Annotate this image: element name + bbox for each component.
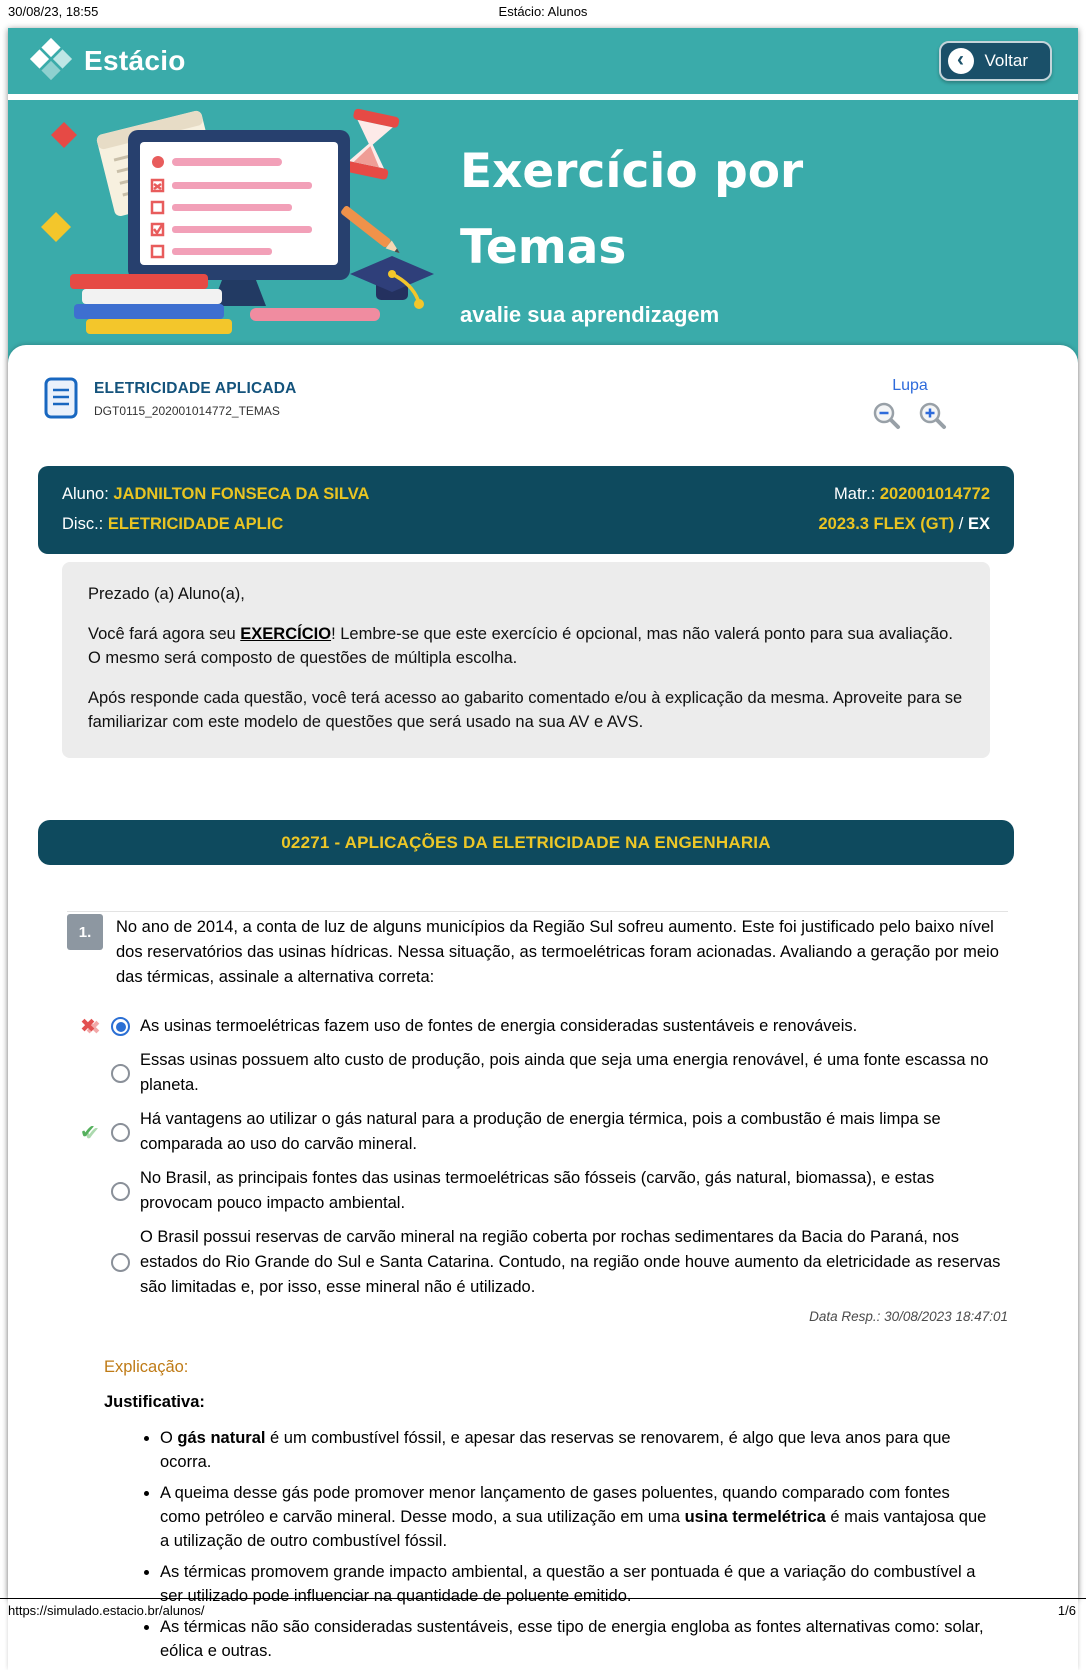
hero-title: Exercício por Temas [460,144,804,275]
print-doc-title: Estácio: Alunos [498,4,588,19]
voltar-label: Voltar [984,51,1028,70]
topic-bar [38,820,1014,865]
answer-option-label: Essas usinas possuem alto custo de produção, pois ainda que seja uma energia renovável, é uma fonte escassa no planeta. [140,1051,989,1094]
explanation-bullet: • As térmicas não são consideradas sustentáveis, esse tipo de energia engloba as fontes alternativas como: solar, eólica e outras. [160,1615,988,1663]
answer-options [67,1014,1008,1300]
answer-option-label: No Brasil, as principais fontes das usinas termoelétricas são fósseis (carvão, gás natural, biomassa), e estas provocam pouco impacto ambiental. [140,1169,935,1212]
radio-button[interactable] [111,1123,130,1142]
hero-subtitle: avalie sua aprendizagem [460,302,720,327]
radio-button[interactable] [111,1253,130,1272]
explanation-bullet: • O gás natural é um combustível fóssil, e apesar das reservas se renovarem, é algo que leva anos para que ocorra. [160,1426,988,1474]
wrong-answer-icon: ✖ [80,1016,96,1037]
hero-illustration [36,108,441,353]
answer-option[interactable] [67,1166,1008,1216]
course-title: ELETRICIDADE APLICADA [94,380,297,397]
topic-title: 02271 - APLICAÇÕES DA ELETRICIDADE NA ENGENHARIA [281,832,771,852]
explanation-heading: Explicação: [104,1358,189,1376]
magnifier-plus-icon [918,419,948,434]
answer-option-label: O Brasil possui reservas de carvão mineral na região coberta por rochas sedimentares da Bacia do Paraná, nos estados do Rio Grande do Sul e Santa Catarina. Contudo, na região onde houve aumento da eletricidade as reservas são limitadas e, por isso, esse mineral não é utilizado. [140,1228,1001,1296]
student-matricula: Matr.: 202001014772 [834,485,990,503]
notice-paragraph-1: Você fará agora seu EXERCÍCIO! Lembre-se que este exercício é opcional, mas não valerá ponto para sua avaliação. O mesmo será composto de questões de múltipla escolha. [88,625,953,667]
hero-text [460,134,803,328]
zoom-in-button[interactable] [918,401,948,434]
question-block [67,911,1008,1324]
radio-button[interactable] [111,1064,130,1083]
radio-button[interactable] [111,1017,130,1036]
notice-paragraph-2: Após responde cada questão, você terá acesso ao gabarito comentado e/ou à explicação da mesma. Aproveite para se familiarizar com este modelo de questões que será usado na sua AV e AVS. [88,689,963,731]
student-name: Aluno: JADNILTON FONSECA DA SILVA [62,485,370,503]
print-datetime: 30/08/23, 18:55 [8,4,99,19]
print-footer [0,1598,1086,1624]
zoom-out-button[interactable] [872,401,902,434]
answer-option[interactable] [67,1225,1008,1300]
zoom-controls [872,377,948,434]
course-row [8,377,1078,434]
answer-option[interactable] [67,1048,1008,1098]
course-document-icon [44,377,80,424]
lupa-label: Lupa [892,377,928,394]
magnifier-minus-icon [872,419,902,434]
brand [28,36,186,87]
print-footer-url: https://simulado.estacio.br/alunos/ [8,1603,205,1618]
answer-option-label: As usinas termoelétricas fazem uso de fontes de energia consideradas sustentáveis e renováveis. [140,1017,858,1035]
brand-name: Estácio [84,45,186,76]
explanation-bullet-list [104,1426,988,1663]
radio-button[interactable] [111,1182,130,1201]
print-header [0,0,1086,28]
justification-heading: Justificativa: [104,1393,205,1411]
notice-greeting: Prezado (a) Aluno(a), [88,585,245,603]
correct-answer-icon: ✔ [80,1121,96,1143]
page-indicator: 1/6 [1057,1603,1076,1618]
notice-box [62,562,990,758]
student-info-bar [38,466,1014,554]
explanation-bullet: • As térmicas promovem grande impacto ambiental, a questão a ser pontuada é que a variação do combustível a ser utilizado pode influenciar na quantidade de poluente emitido. [160,1560,988,1608]
content-card [8,345,1078,1670]
answer-option-label: Há vantagens ao utilizar o gás natural para a produção de energia térmica, pois a combustão é mais limpa se comparada ao uso do carvão mineral. [140,1110,941,1153]
course-code: DGT0115_202001014772_TEMAS [94,404,280,418]
question-text: No ano de 2014, a conta de luz de alguns municípios da Região Sul sofreu aumento. Este foi justificado pelo baixo nível dos reservatórios das usinas hídricas. Nessa situação, as termoelétricas foram acionadas. Avaliando a geração por meio das térmicas, assinale a alternativa correta: [116,918,999,986]
explanation-bullet: • A queima desse gás pode promover menor lançamento de gases poluentes, quando comparado com fontes como petróleo e carvão mineral. Desse modo, a sua utilização em uma usina termelétrica é mais vantajosa que a utilização de outro combustível fóssil. [160,1481,988,1553]
voltar-button[interactable] [939,41,1052,81]
exercicio-link[interactable]: EXERCÍCIO [240,625,332,643]
question-number: 1. [67,914,103,950]
estacio-logo-icon [28,36,74,87]
student-term: 2023.3 FLEX (GT) / EX [818,515,990,533]
answer-date: Data Resp.: 30/08/2023 18:47:01 [809,1309,1008,1324]
answer-option[interactable] [67,1014,1008,1039]
topbar [8,28,1078,94]
answer-option[interactable] [67,1107,1008,1157]
student-discipline: Disc.: ELETRICIDADE APLIC [62,515,284,533]
chevron-left-icon: ‹ [948,48,974,74]
hero-banner [8,100,1078,365]
